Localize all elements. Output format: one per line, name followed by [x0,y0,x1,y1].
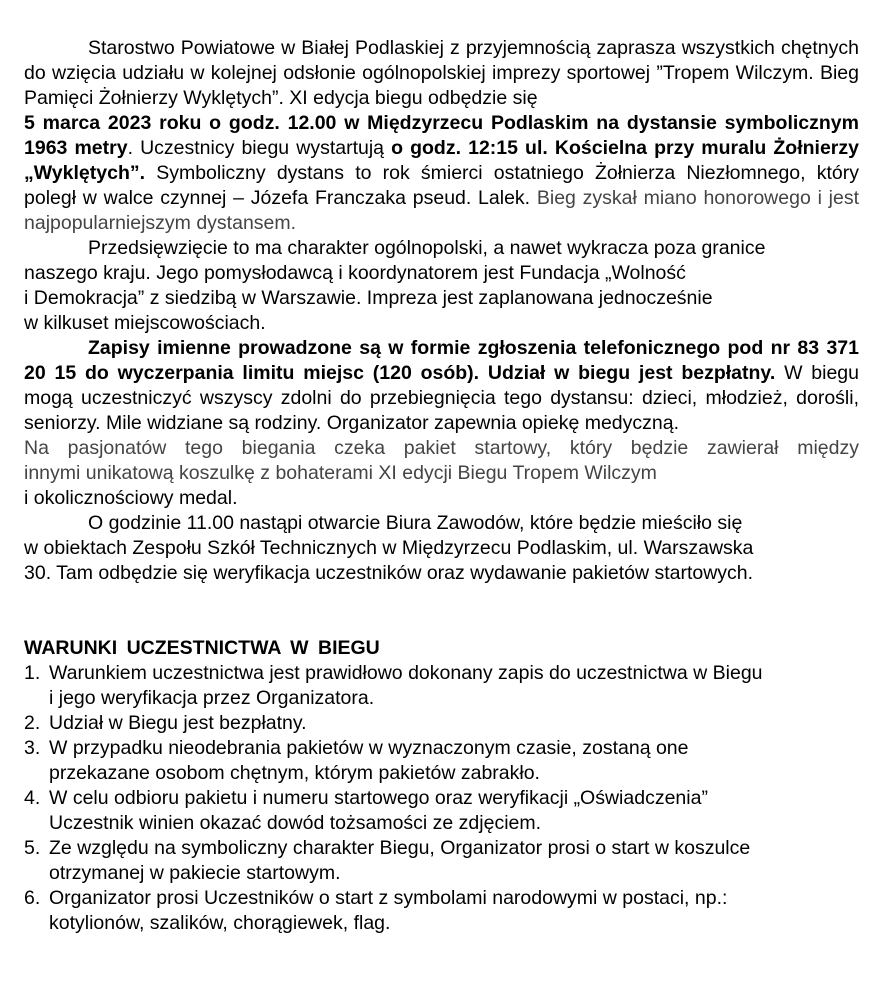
registration-paragraph [24,336,859,436]
intro-text-start: . Uczestnicy biegu wystartują [127,137,392,159]
condition-number: 2. [24,712,41,734]
honorary-run-text: Bieg zyskał miano honorowego i jest najpopularniejszym dystansem. [24,187,860,234]
conditions-heading: WARUNKI UCZESTNICTWA W BIEGU [24,637,380,659]
condition-item [24,736,859,786]
start-time-location: o godz. 12:15 ul. Kościelna przy muralu Żołnierzy „Wyklętych”. [24,137,859,184]
office-line: O godzinie 11.00 nastąpi otwarcie Biura Zawodów, które będzie mieściło się [88,512,743,534]
organizer-line: naszego kraju. Jego pomysłodawcą i koordynatorem jest Fundacja „Wolność [24,262,686,284]
condition-text: W przypadku nieodebrania pakietów w wyznaczonym czasie, zostaną one [49,737,689,759]
condition-number: 6. [24,887,41,909]
participants-info: W biegu mogą uczestniczyć wszyscy zdolni do przebiegnięcia tego dystansu: dzieci, młodzież, dorośli, seniorzy. Mile widziane są rodziny. Organizator zapewnia opiekę medyczną. [24,362,859,434]
starter-pack-line: Na pasjonatów tego biegania czeka pakiet startowy, który będzie zawierał między [24,437,859,459]
condition-number: 5. [24,837,41,859]
intro-paragraph [24,36,859,236]
condition-item [24,886,859,936]
office-paragraph [24,511,859,586]
condition-text: Udział w Biegu jest bezpłatny. [49,712,307,734]
starter-pack-paragraph [24,436,859,511]
starter-pack-line: innymi unikatową koszulkę z bohaterami XI edycji Biegu Tropem Wilczym [24,462,657,484]
starter-pack-line: i okolicznościowy medal. [24,487,238,509]
office-line: 30. Tam odbędzie się weryfikacja uczestników oraz wydawanie pakietów startowych. [24,562,754,584]
intro-text: Starostwo Powiatowe w Białej Podlaskiej z przyjemnością zaprasza wszystkich chętnych do wzięcia udziału w kolejnej odsłonie ogólnopolskiej imprezy sportowej ”Tropem Wilczym. Bieg Pamięci Żołnierzy Wyklętych”. XI edycja biegu odbędzie się [24,37,859,109]
section-spacer [24,586,859,636]
condition-text: i jego weryfikacja przez Organizatora. [49,687,375,709]
condition-number: 4. [24,787,41,809]
registration-info: Zapisy imienne prowadzone są w formie zgłoszenia telefonicznego pod nr 83 371 20 15 do wyczerpania limitu miejsc (120 osób). Udział w biegu jest bezpłatny. [24,337,859,384]
condition-item [24,786,859,836]
organizer-line: Przedsięwzięcie to ma charakter ogólnopolski, a nawet wykracza poza granice [88,237,766,259]
office-line: w obiektach Zespołu Szkół Technicznych w Międzyrzecu Podlaskim, ul. Warszawska [24,537,754,559]
condition-item [24,711,859,736]
condition-item [24,661,859,711]
condition-item [24,836,859,886]
condition-text: Ze względu na symboliczny charakter Biegu, Organizator prosi o start w koszulce [49,837,751,859]
organizer-paragraph [24,236,859,336]
condition-text: Organizator prosi Uczestników o start z symbolami narodowymi w postaci, np.: [49,887,728,909]
condition-number: 1. [24,662,41,684]
organizer-line: i Demokracja” z siedzibą w Warszawie. Impreza jest zaplanowana jednocześnie [24,287,713,309]
event-date-location: 5 marca 2023 roku o godz. 12.00 w Międzyrzecu Podlaskim na dystansie symbolicznym 1963 metry [24,112,859,159]
condition-text: przekazane osobom chętnym, którym pakietów zabrakło. [49,762,540,784]
condition-text: Warunkiem uczestnictwa jest prawidłowo dokonany zapis do uczestnictwa w Biegu [49,662,763,684]
condition-text: otrzymanej w pakiecie startowym. [49,862,341,884]
conditions-list [24,661,859,936]
organizer-line: w kilkuset miejscowościach. [24,312,266,334]
condition-text: kotylionów, szalików, chorągiewek, flag. [49,912,391,934]
condition-text: Uczestnik winien okazać dowód tożsamości ze zdjęciem. [49,812,542,834]
symbolic-distance-text: Symboliczny dystans to rok śmierci ostatniego Żołnierza Niezłomnego, który poległ w walce czynnej – Józefa Franczaka pseud. Lalek. [24,162,859,209]
condition-text: W celu odbioru pakietu i numeru startowego oraz weryfikacji „Oświadczenia” [49,787,708,809]
condition-number: 3. [24,737,41,759]
